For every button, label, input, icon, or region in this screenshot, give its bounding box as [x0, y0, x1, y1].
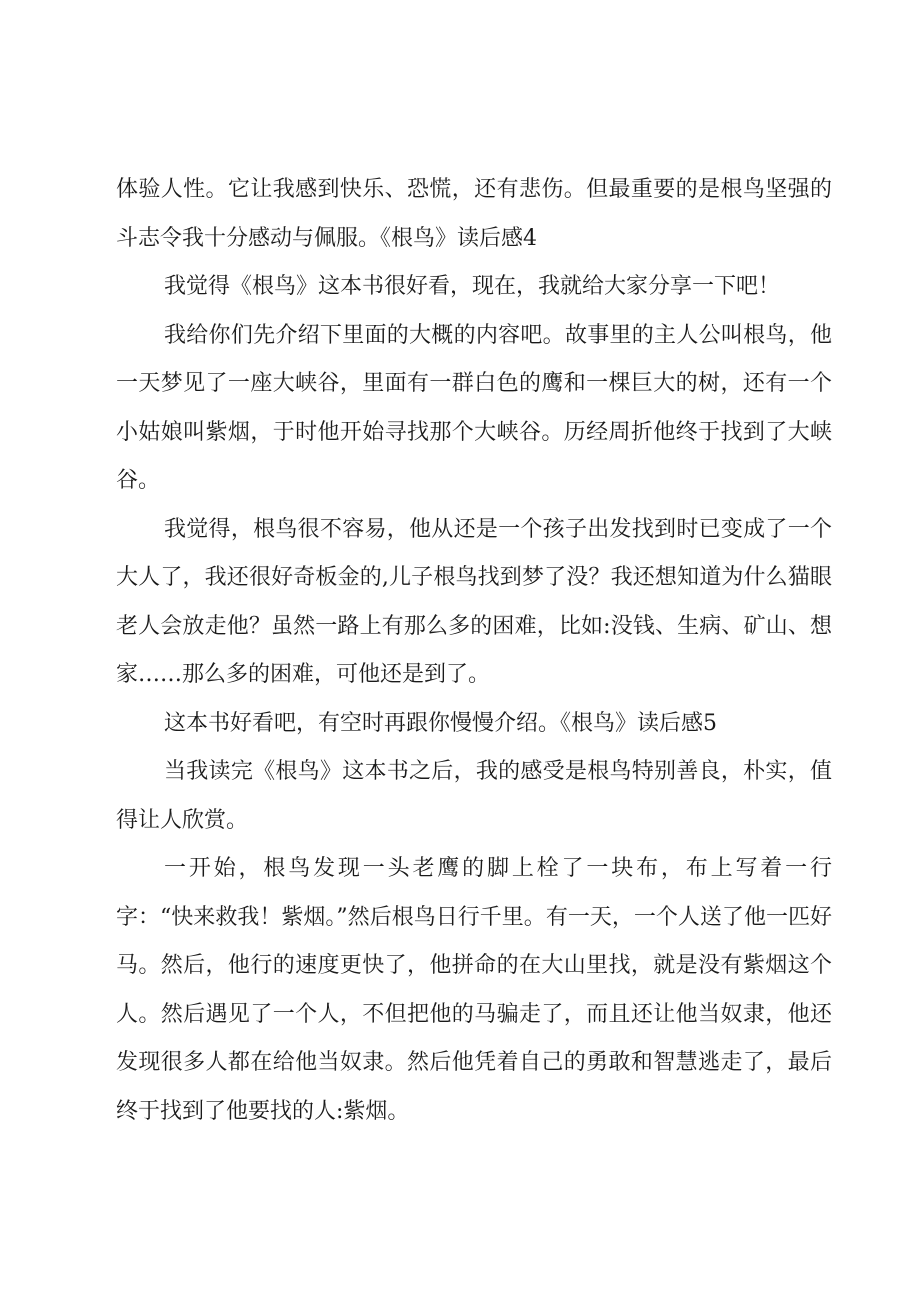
paragraph-2: 我觉得《根鸟》这本书很好看，现在，我就给大家分享一下吧！ — [164, 274, 781, 299]
paragraph-7: 一开始，根鸟发现一头老鹰的脚上栓了一块布，布上写着一行字：“快来救我！紫烟。”然后根鸟日行千里。有一天，一个人送了他一匹好马。然后，他行的速度更快了，他拼命的在大山里找，就是没有紫烟这个人。然后遇见了一个人，不但把他的马骗走了，而且还让他当奴隶，他还发现很多人都在给他当奴隶。然后他凭着自己的勇敢和智慧逃走了，最后终于找到了他要找的人:紫烟。 — [116, 856, 832, 1124]
paragraph-3: 我给你们先介绍下里面的大概的内容吧。故事里的主人公叫根鸟，他一天梦见了一座大峡谷，里面有一群白色的鹰和一棵巨大的树，还有一个小姑娘叫紫烟，于时他开始寻找那个大峡谷。历经周折他终于找到了大峡谷。 — [116, 322, 832, 493]
paragraph-5: 这本书好看吧，有空时再跟你慢慢介绍。《根鸟》读后感5 — [164, 710, 717, 736]
paragraph-1: 体验人性。它让我感到快乐、恐慌，还有悲伤。但最重要的是根鸟坚强的斗志令我十分感动与佩服。《根鸟》读后感4 — [116, 177, 832, 251]
paragraph-4: 我觉得，根鸟很不容易，他从还是一个孩子出发找到时已变成了一个大人了，我还很好奇板金的,儿子根鸟找到梦了没？我还想知道为什么猫眼老人会放走他？虽然一路上有那么多的困难，比如:没钱、生病、矿山、想家……那么多的困难，可他还是到了。 — [116, 516, 832, 687]
paragraph-6: 当我读完《根鸟》这本书之后，我的感受是根鸟特别善良，朴实，值得让人欣赏。 — [116, 759, 832, 833]
document-body — [116, 166, 832, 1136]
